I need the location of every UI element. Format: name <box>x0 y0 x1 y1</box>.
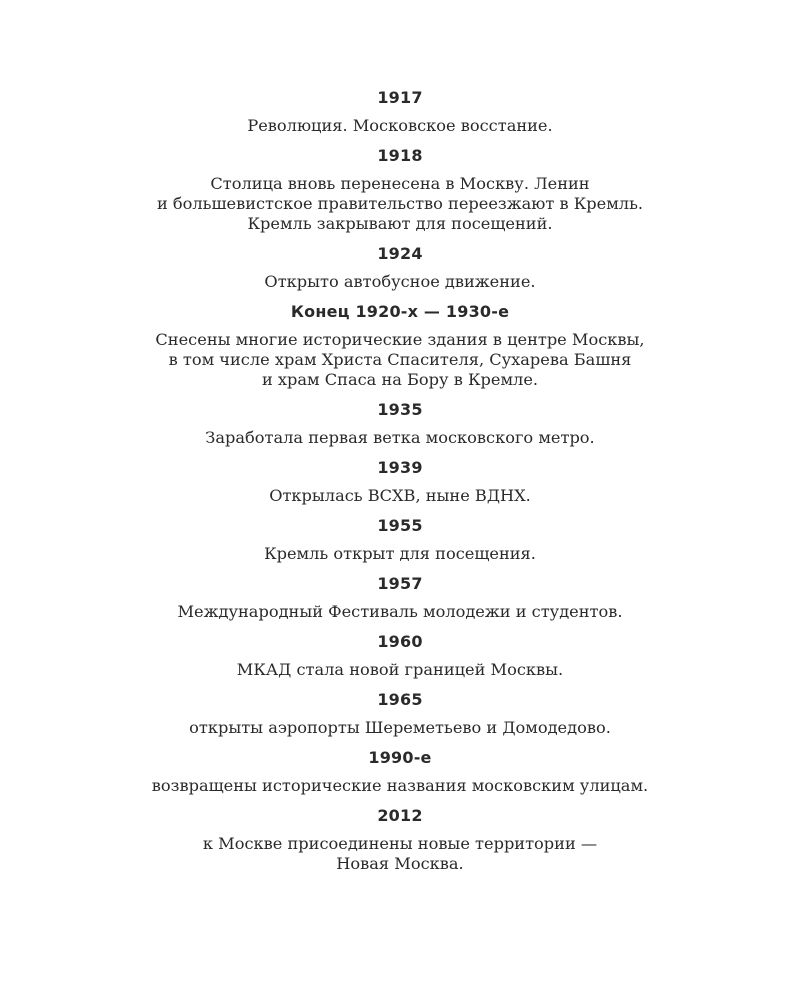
event-description <box>0 322 800 397</box>
year-heading: 1990-е <box>368 748 432 767</box>
event-description <box>0 536 800 571</box>
event-description <box>0 166 800 241</box>
event-description <box>0 420 800 455</box>
timeline-entry-1955 <box>0 513 800 571</box>
event-description <box>0 826 800 881</box>
timeline-entry-1920s-1930s <box>0 299 800 397</box>
timeline-entry-1939 <box>0 455 800 513</box>
event-line: Кремль закрывают для посещений. <box>247 214 553 233</box>
event-description <box>0 108 800 143</box>
event-description <box>0 768 800 803</box>
timeline-entry-1990s <box>0 745 800 803</box>
timeline-page <box>0 85 800 881</box>
event-line: в том числе храм Христа Спасителя, Сухарева Башня <box>168 350 632 369</box>
event-line: Открылась ВСХВ, ныне ВДНХ. <box>269 486 531 505</box>
year-heading: 1939 <box>377 458 423 477</box>
event-line: Революция. Московское восстание. <box>247 116 553 135</box>
event-line: открыты аэропорты Шереметьево и Домодедово. <box>189 718 611 737</box>
event-line: возвращены исторические названия московским улицам. <box>151 776 649 795</box>
event-line: Заработала первая ветка московского метро. <box>205 428 595 447</box>
year-heading: 2012 <box>377 806 423 825</box>
event-description <box>0 264 800 299</box>
year-heading: 1917 <box>377 88 423 107</box>
timeline-entry-1918 <box>0 143 800 241</box>
event-line: и храм Спаса на Бору в Кремле. <box>261 370 539 389</box>
timeline-entry-1935 <box>0 397 800 455</box>
event-line: Столица вновь перенесена в Москву. Ленин <box>210 174 590 193</box>
timeline-entry-1957 <box>0 571 800 629</box>
year-heading: 1965 <box>377 690 423 709</box>
timeline-entry-1924 <box>0 241 800 299</box>
event-description <box>0 710 800 745</box>
event-line: к Москве присоединены новые территории — <box>202 834 598 853</box>
timeline-entry-2012 <box>0 803 800 881</box>
event-description <box>0 652 800 687</box>
event-line: и большевистское правительство переезжают в Кремль. <box>156 194 644 213</box>
event-description <box>0 594 800 629</box>
timeline-entry-1965 <box>0 687 800 745</box>
year-heading: 1918 <box>377 146 423 165</box>
year-heading: 1957 <box>377 574 423 593</box>
event-line: МКАД стала новой границей Москвы. <box>236 660 564 679</box>
year-heading: 1955 <box>377 516 423 535</box>
event-line: Снесены многие исторические здания в центре Москвы, <box>155 330 645 349</box>
timeline-entry-1917 <box>0 85 800 143</box>
timeline-entry-1960 <box>0 629 800 687</box>
year-heading: Конец 1920-х — 1930-е <box>290 302 510 321</box>
event-description <box>0 478 800 513</box>
year-heading: 1960 <box>377 632 423 651</box>
event-line: Открыто автобусное движение. <box>264 272 536 291</box>
year-heading: 1924 <box>377 244 423 263</box>
event-line: Новая Москва. <box>336 854 464 873</box>
year-heading: 1935 <box>377 400 423 419</box>
event-line: Кремль открыт для посещения. <box>264 544 536 563</box>
event-line: Международный Фестиваль молодежи и студентов. <box>177 602 623 621</box>
